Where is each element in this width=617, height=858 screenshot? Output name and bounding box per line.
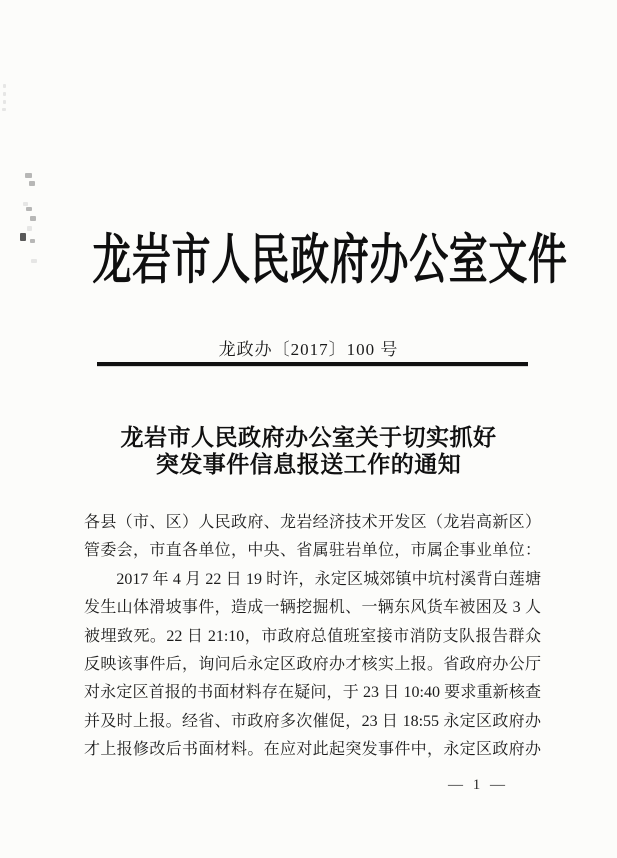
subject-title: [0, 424, 617, 478]
document-body: [84, 509, 541, 765]
body-line: 反映该事件后，询问后永定区政府办才核实上报。省政府办公厅: [84, 655, 541, 673]
scan-artifact: [25, 173, 32, 178]
body-line: 才上报修改后书面材料。在应对此起突发事件中，永定区政府办: [84, 741, 541, 759]
body-line: 发生山体滑坡事件，造成一辆挖掘机、一辆东风货车被困及 3 人: [84, 599, 541, 617]
subject-title-line-1: 龙岩市人民政府办公室关于切实抓好: [120, 425, 497, 450]
scan-artifact: [26, 207, 32, 211]
page-number: — 1 —: [448, 777, 508, 793]
subject-title-line-2: 突发事件信息报送工作的通知: [155, 452, 462, 477]
scan-artifact: [23, 202, 28, 206]
org-title: 龙岩市人民政府办公室文件: [92, 230, 568, 290]
scan-artifact: [2, 108, 6, 111]
scan-artifact: [3, 84, 6, 88]
scan-artifact: [3, 92, 6, 96]
body-line: 并及时上报。经省、市政府多次催促，23 日 18:55 永定区政府办: [84, 712, 541, 730]
body-line: 对永定区首报的书面材料存在疑问，于 23 日 10:40 要求重新核查: [84, 684, 541, 702]
body-line: 各县（市、区）人民政府、龙岩经济技术开发区（龙岩高新区）: [84, 514, 541, 531]
doc-number: 龙政办〔2017〕100 号: [218, 340, 399, 359]
letterhead-divider-rule: [97, 362, 528, 366]
scan-artifact: [3, 100, 6, 104]
letterhead: [0, 217, 617, 294]
scan-artifact: [29, 181, 35, 186]
body-line: 2017 年 4 月 22 日 19 时许，永定区城郊镇中坑村溪背白莲塘: [84, 570, 541, 588]
body-line: 管委会，市直各单位，中央、省属驻岩单位，市属企事业单位：: [84, 542, 541, 560]
body-line: 被埋致死。22 日 21:10，市政府总值班室接市消防支队报告群众: [84, 627, 541, 645]
